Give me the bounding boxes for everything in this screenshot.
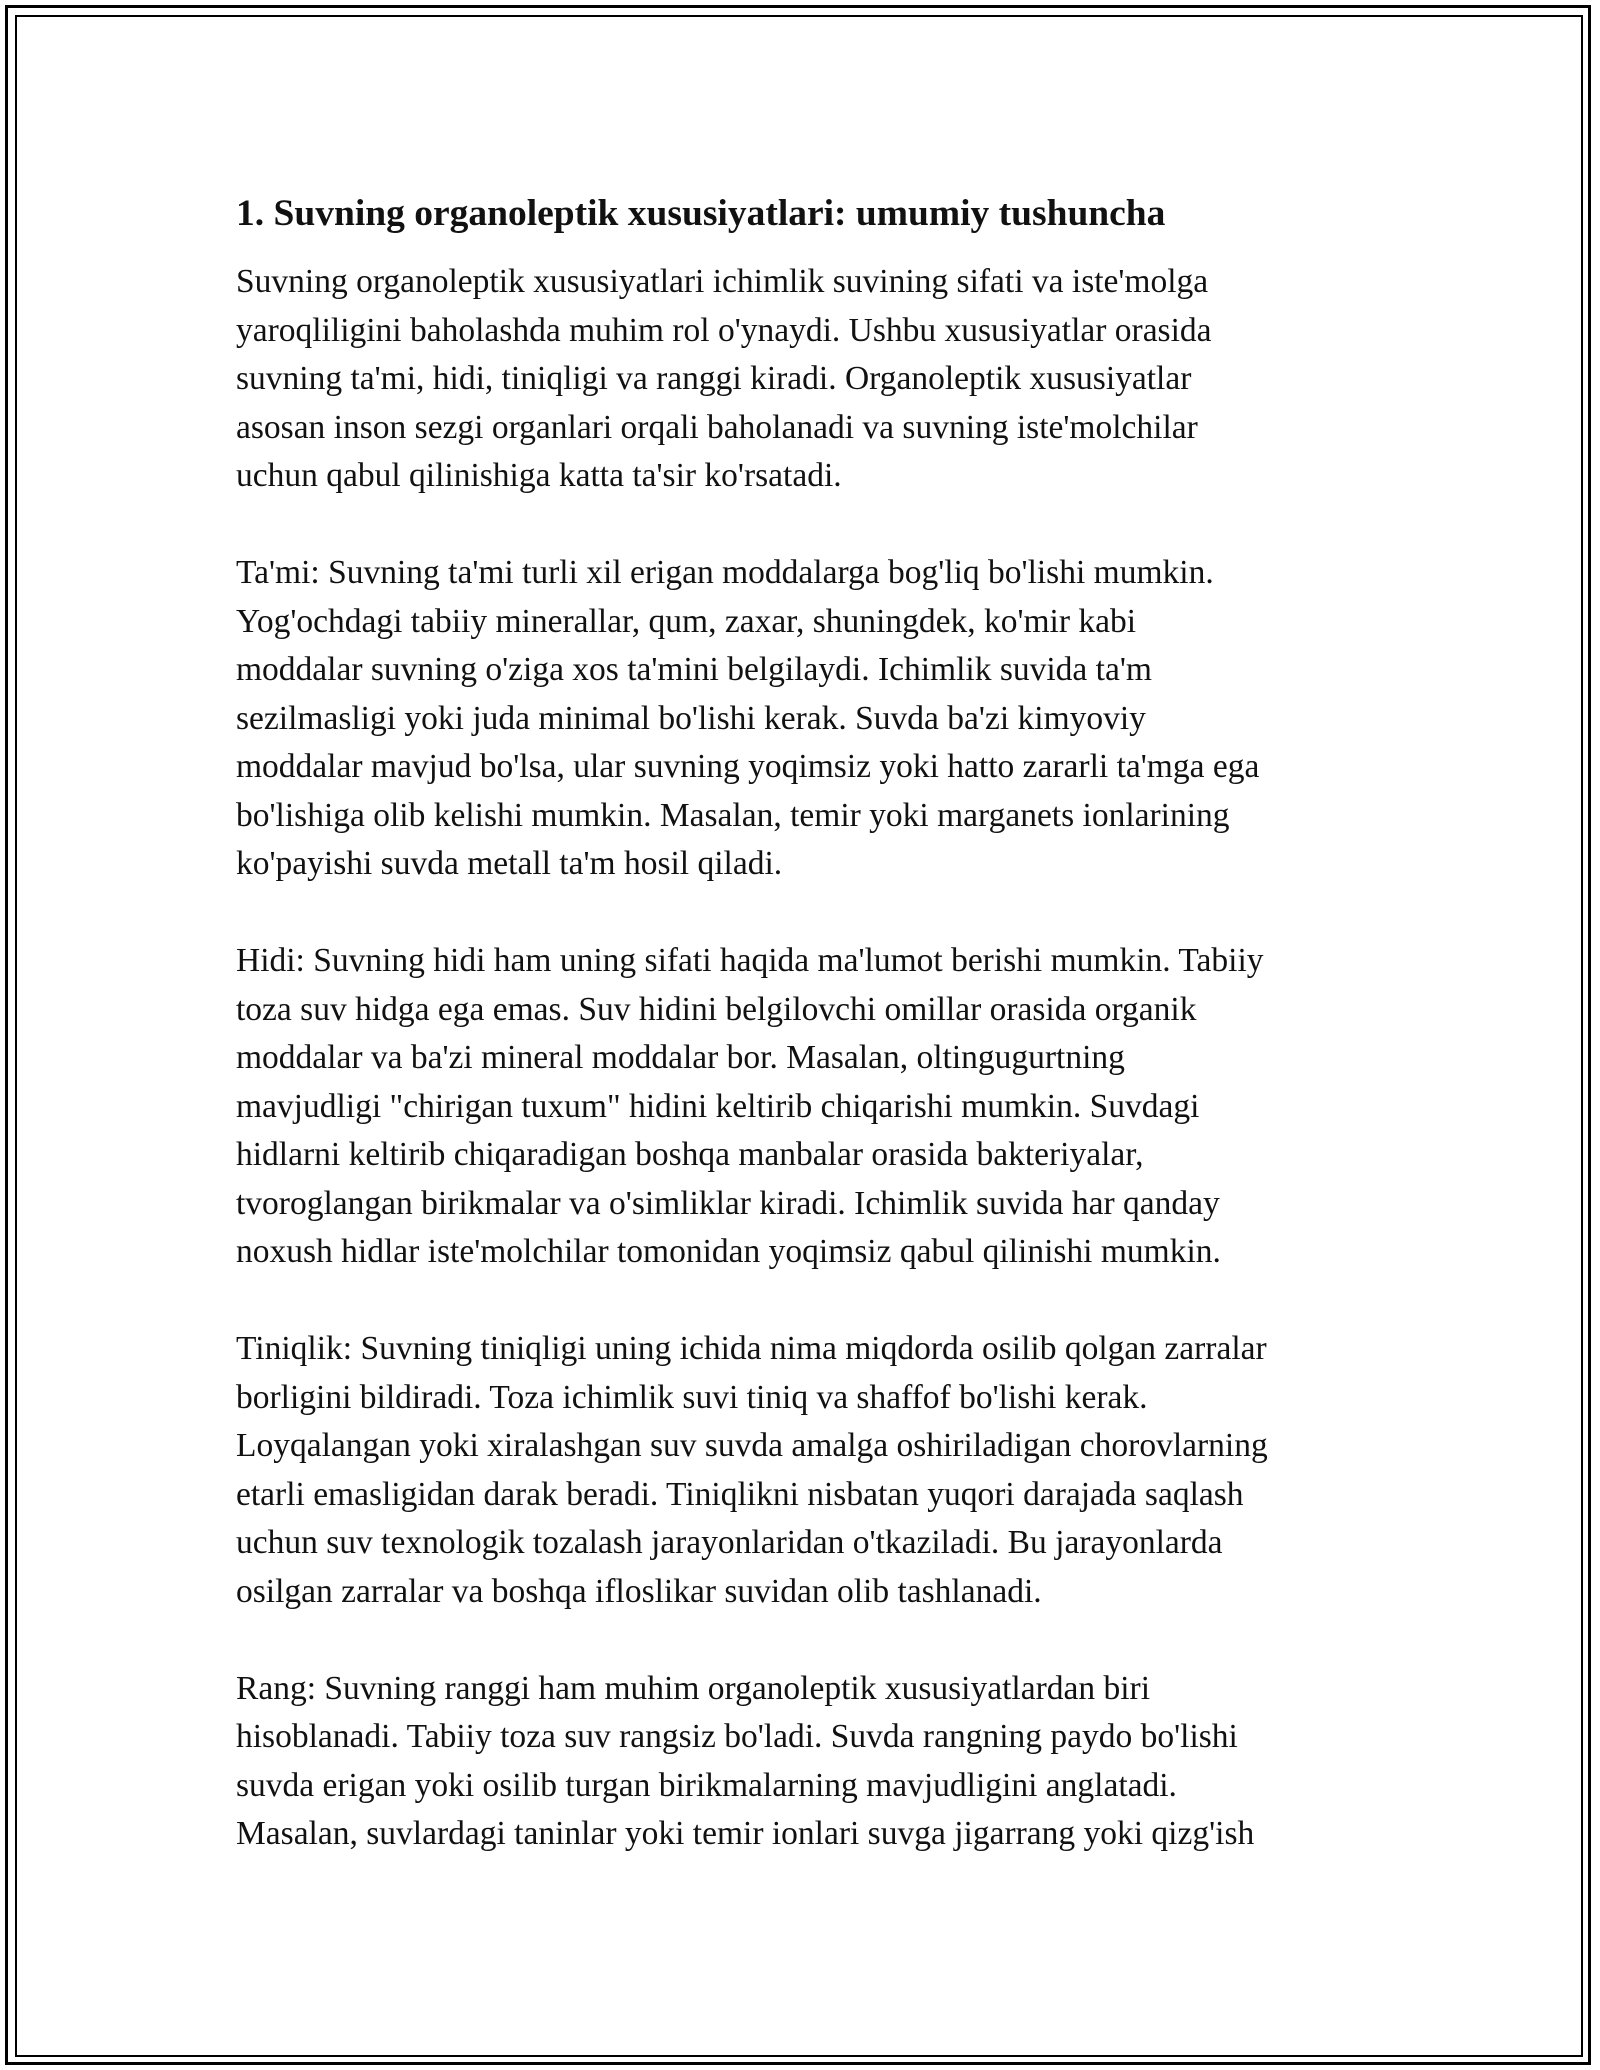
- text-line: mavjudligi "chirigan tuxum" hidini keltirib chiqarishi mumkin. Suvdagi: [236, 1087, 1200, 1125]
- paragraph-color: [236, 1665, 1386, 1859]
- text-line: hisoblanadi. Tabiiy toza suv rangsiz bo'ladi. Suvda rangning paydo bo'lishi: [236, 1718, 1238, 1755]
- text-line: yaroqliligini baholashda muhim rol o'ynaydi. Ushbu xususiyatlar orasida: [236, 311, 1212, 349]
- text-line: borligini bildiradi. Toza ichimlik suvi tiniq va shaffof bo'lishi kerak.: [236, 1378, 1148, 1416]
- text-line: uchun qabul qilinishiga katta ta'sir ko'rsatadi.: [236, 457, 842, 494]
- text-line: uchun suv texnologik tozalash jarayonlaridan o'tkaziladi. Bu jarayonlarda: [236, 1524, 1223, 1561]
- text-line: ko'payishi suvda metall ta'm hosil qiladi.: [236, 845, 783, 882]
- text-line: asosan inson sezgi organlari orqali baholanadi va suvning iste'molchilar: [236, 408, 1198, 446]
- text-line: Loyqalangan yoki xiralashgan suv suvda amalga oshiriladigan chorovlarning: [236, 1427, 1268, 1464]
- text-line: moddalar mavjud bo'lsa, ular suvning yoqimsiz yoki hatto zararli ta'mga ega: [236, 748, 1260, 785]
- section-heading: 1. Suvning organoleptik xususiyatlari: umumiy tushuncha: [236, 193, 1166, 234]
- text-line: tvoroglangan birikmalar va o'simliklar kiradi. Ichimlik suvida har qanday: [236, 1184, 1220, 1222]
- text-line: suvda erigan yoki osilib turgan birikmalarning mavjudligini anglatadi.: [236, 1766, 1177, 1804]
- text-line: osilgan zarralar va boshqa ifloslikar suvidan olib tashlanadi.: [236, 1572, 1042, 1610]
- paragraph-taste: [236, 549, 1386, 889]
- paragraph-smell: [236, 937, 1386, 1277]
- paragraph-clarity: [236, 1325, 1386, 1616]
- text-line: Yog'ochdagi tabiiy minerallar, qum, zaxar, shuningdek, ko'mir kabi: [236, 602, 1137, 640]
- text-line: Hidi: Suvning hidi ham uning sifati haqida ma'lumot berishi mumkin. Tabiiy: [236, 942, 1264, 979]
- text-line: Tiniqlik: Suvning tiniqligi uning ichida nima miqdorda osilib qolgan zarralar: [236, 1330, 1267, 1367]
- text-line: etarli emasligidan darak beradi. Tiniqlikni nisbatan yuqori darajada saqlash: [236, 1475, 1244, 1513]
- text-line: sezilmasligi yoki juda minimal bo'lishi kerak. Suvda ba'zi kimyoviy: [236, 699, 1146, 737]
- paragraph-intro: [236, 258, 1386, 501]
- text-line: moddalar va ba'zi mineral moddalar bor. Masalan, oltingugurtning: [236, 1039, 1125, 1076]
- text-line: Masalan, suvlardagi taninlar yoki temir ionlari suvga jigarrang yoki qizg'ish: [236, 1815, 1255, 1852]
- text-line: bo'lishiga olib kelishi mumkin. Masalan, temir yoki marganets ionlarining: [236, 796, 1230, 834]
- document-body: [236, 188, 1386, 1907]
- text-line: Suvning organoleptik xususiyatlari ichimlik suvining sifati va iste'molga: [236, 263, 1209, 300]
- text-line: suvning ta'mi, hidi, tiniqligi va ranggi kiradi. Organoleptik xususiyatlar: [236, 360, 1192, 397]
- text-line: Ta'mi: Suvning ta'mi turli xil erigan moddalarga bog'liq bo'lishi mumkin.: [236, 554, 1214, 591]
- text-line: hidlarni keltirib chiqaradigan boshqa manbalar orasida bakteriyalar,: [236, 1136, 1144, 1173]
- text-line: noxush hidlar iste'molchilar tomonidan yoqimsiz qabul qilinishi mumkin.: [236, 1233, 1221, 1270]
- text-line: toza suv hidga ega emas. Suv hidini belgilovchi omillar orasida organik: [236, 990, 1197, 1028]
- text-line: Rang: Suvning ranggi ham muhim organoleptik xususiyatlardan biri: [236, 1669, 1151, 1707]
- text-line: moddalar suvning o'ziga xos ta'mini belgilaydi. Ichimlik suvida ta'm: [236, 651, 1152, 688]
